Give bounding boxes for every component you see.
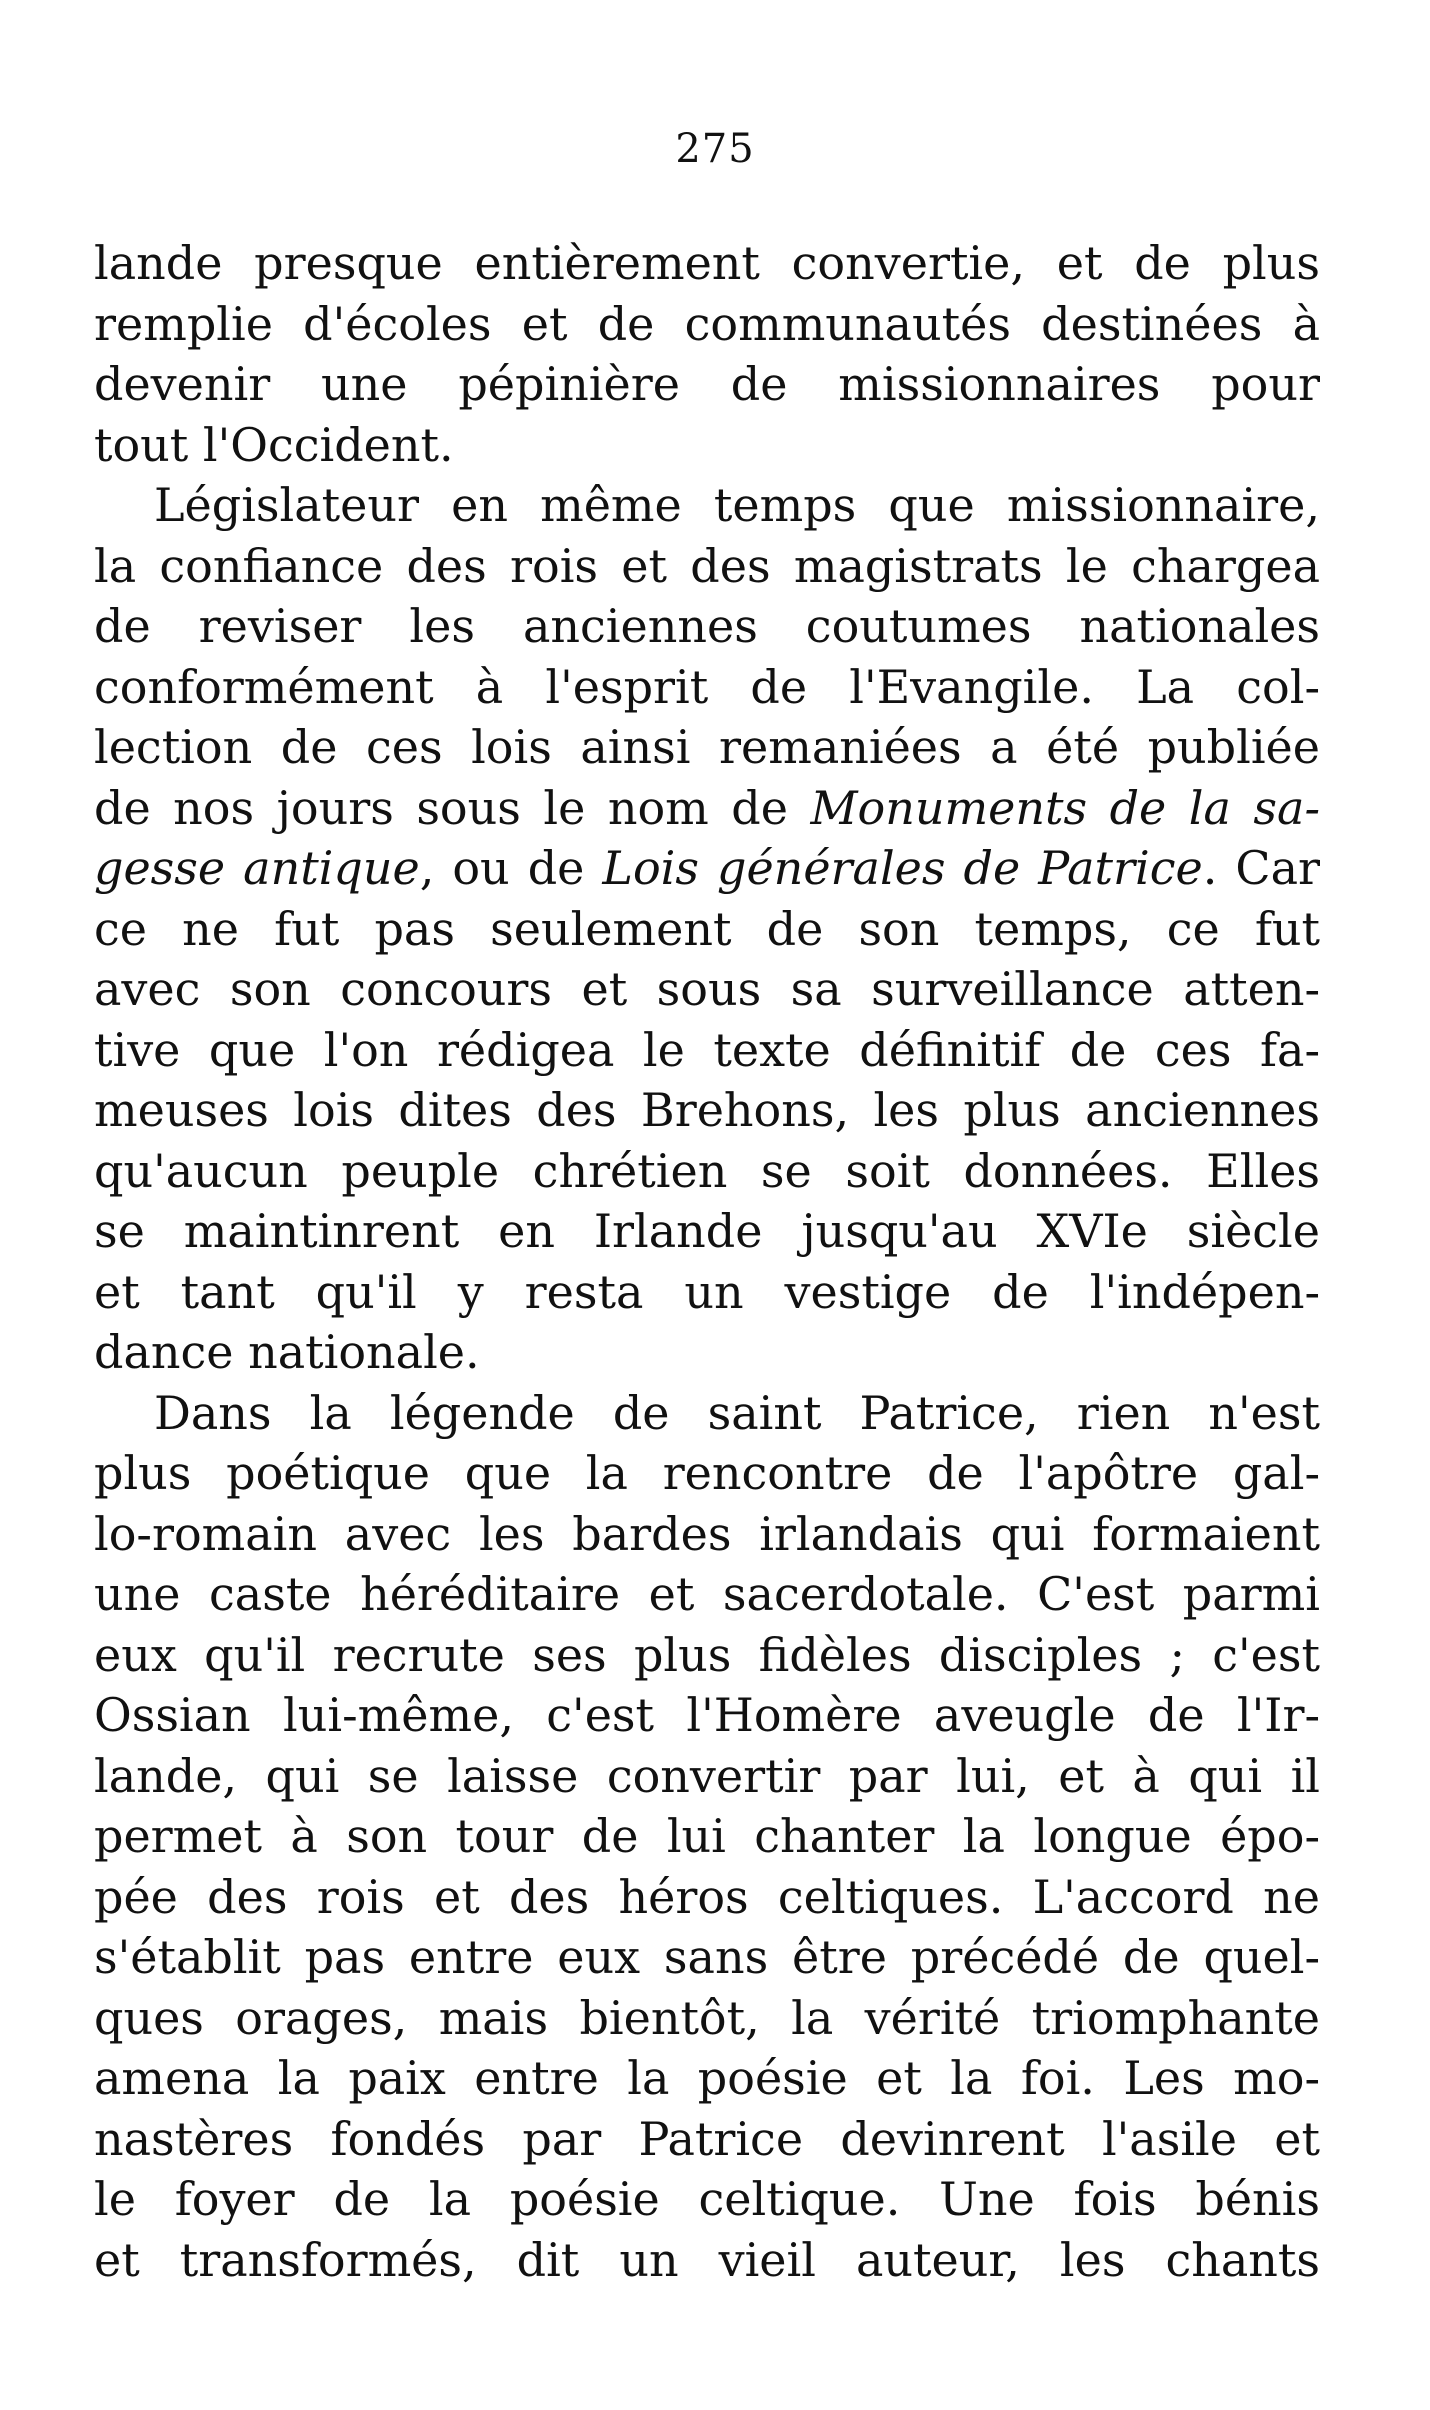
- text-line: lande presque entièrement convertie, et de plus: [94, 236, 1320, 290]
- paragraph-2: [94, 475, 1320, 1383]
- text-line: la confiance des rois et des magistrats le chargea: [94, 538, 1320, 593]
- page-number: 275: [675, 126, 755, 172]
- text-line: qu'aucun peuple chrétien se soit données. Elles: [94, 1143, 1320, 1198]
- italic-title-run: gesse antique: [94, 841, 420, 895]
- text-line: Ossian lui-même, c'est l'Homère aveugle de l'Ir-: [94, 1688, 1320, 1742]
- text-line: nastères fondés par Patrice devinrent l'asile et: [94, 2111, 1320, 2166]
- paragraph-3: [94, 1383, 1320, 2291]
- italic-title-run: Monuments de la sa-: [810, 780, 1320, 835]
- text-line: de reviser les anciennes coutumes nationales: [94, 599, 1320, 653]
- text-line-with-italic: [94, 778, 1320, 839]
- body-text: [94, 233, 1320, 2290]
- text-line: ques orages, mais bientôt, la vérité triomphante: [94, 1990, 1320, 2045]
- text-line: meuses lois dites des Brehons, les plus anciennes: [94, 1083, 1320, 1137]
- text-line: plus poétique que la rencontre de l'apôtre gal-: [94, 1446, 1320, 1500]
- text-line: ce ne fut pas seulement de son temps, ce fut: [94, 901, 1320, 956]
- text-line: devenir une pépinière de missionnaires pour: [94, 357, 1320, 411]
- text-line: eux qu'il recrute ses plus fidèles disciples ; c'est: [94, 1627, 1320, 1682]
- text-run: de nos jours sous le nom de: [94, 780, 811, 835]
- text-line-with-italic: [94, 838, 1320, 899]
- text-line: Législateur en même temps que missionnaire,: [154, 478, 1320, 532]
- text-run: . Car: [1202, 841, 1320, 895]
- text-line: dance nationale.: [94, 1325, 480, 1379]
- text-line: pée des rois et des héros celtiques. L'accord ne: [94, 1869, 1320, 1924]
- text-line: permet à son tour de lui chanter la longue épo-: [94, 1809, 1320, 1863]
- text-line: s'établit pas entre eux sans être précédé de quel-: [94, 1930, 1320, 1984]
- text-line: se maintinrent en Irlande jusqu'au XVIe siècle: [94, 1204, 1320, 1258]
- text-line: lection de ces lois ainsi remaniées a été publiée: [94, 720, 1320, 774]
- italic-title-run: Lois générales de Patrice: [602, 841, 1203, 895]
- text-run: , ou de: [419, 841, 603, 895]
- text-line: tout l'Occident.: [94, 417, 454, 472]
- text-line: lo-romain avec les bardes irlandais qui formaient: [94, 1506, 1320, 1561]
- text-line: lande, qui se laisse convertir par lui, et à qui il: [94, 1748, 1320, 1803]
- text-line: le foyer de la poésie celtique. Une fois bénis: [94, 2172, 1320, 2226]
- text-line: et transformés, dit un vieil auteur, les chants: [94, 2232, 1320, 2287]
- text-line: et tant qu'il y resta un vestige de l'indépen-: [94, 1264, 1320, 1319]
- text-line: une caste héréditaire et sacerdotale. C'est parmi: [94, 1567, 1320, 1621]
- text-line: avec son concours et sous sa surveillance atten-: [94, 962, 1320, 1016]
- text-line: conformément à l'esprit de l'Evangile. La col-: [94, 659, 1320, 714]
- text-line: Dans la légende de saint Patrice, rien n'est: [154, 1385, 1320, 1440]
- text-line: tive que l'on rédigea le texte définitif de ces fa-: [94, 1022, 1320, 1077]
- text-line: remplie d'écoles et de communautés destinées à: [94, 296, 1320, 351]
- paragraph-1: [94, 233, 1320, 475]
- text-line: amena la paix entre la poésie et la foi. Les mo-: [94, 2051, 1320, 2105]
